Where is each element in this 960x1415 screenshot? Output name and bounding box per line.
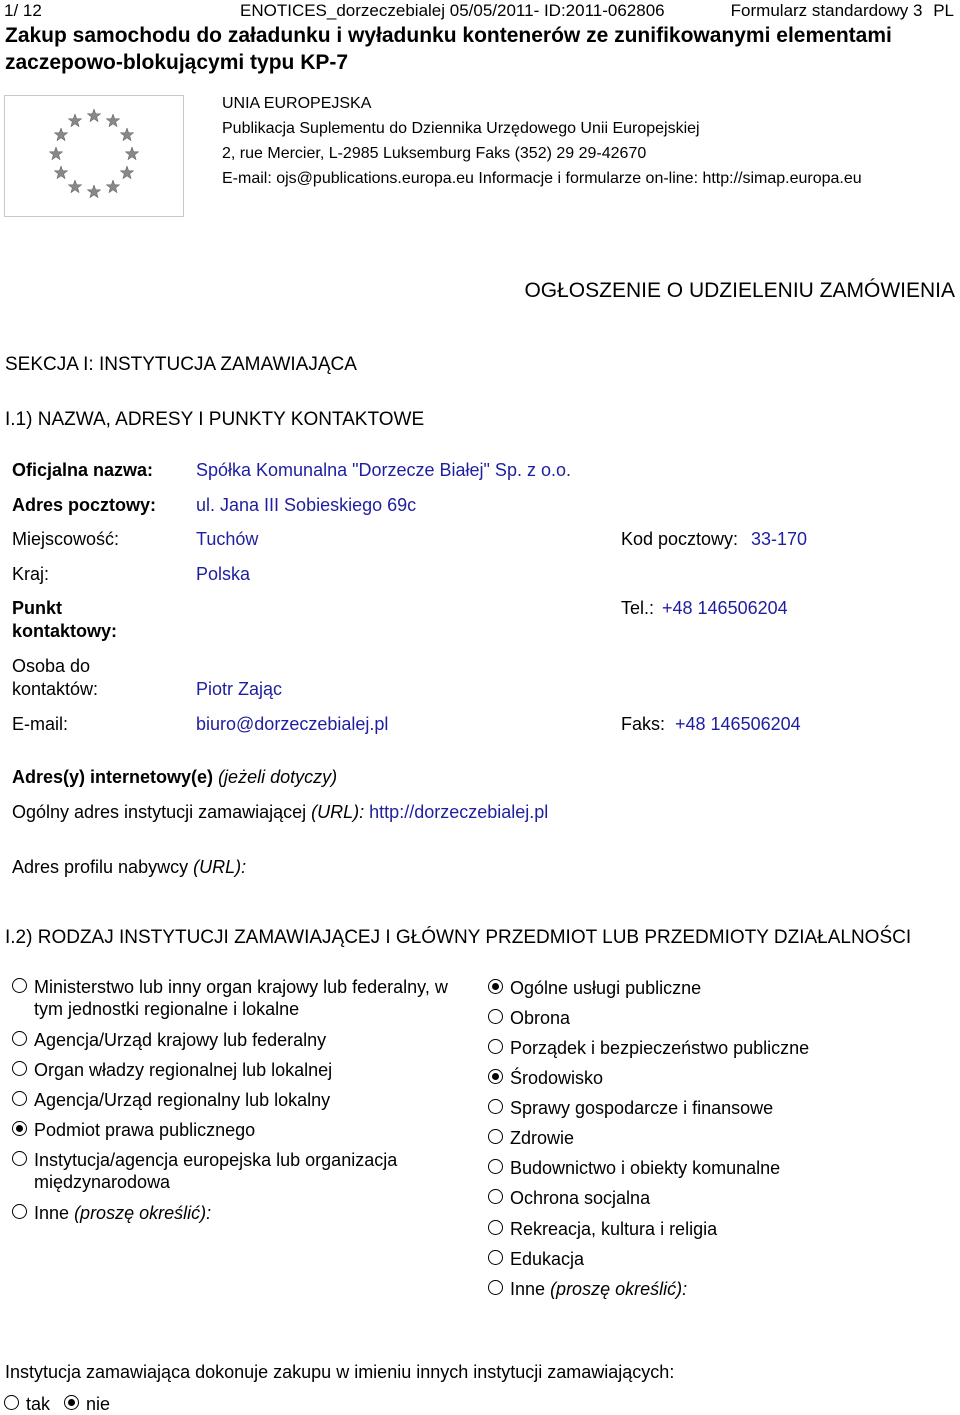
on-behalf-yes-option[interactable]: tak xyxy=(4,1393,64,1415)
radio-icon[interactable] xyxy=(488,1099,503,1114)
contact-person-label-1: Osoba do xyxy=(12,656,91,676)
publisher-publication: Publikacja Suplementu do Dziennika Urzędowego Unii Europejskiej xyxy=(222,120,700,137)
radio-icon[interactable] xyxy=(488,1280,503,1295)
general-url-row: Ogólny adres instytucji zamawiającej (URL): http://dorzeczebialej.pl xyxy=(12,802,549,822)
country-value: Polska xyxy=(196,564,251,584)
authority-type-option-other[interactable]: Inne (proszę określić): xyxy=(12,1202,472,1224)
doc-id: ENOTICES_dorzeczebialej 05/05/2011- ID:2011-062806 xyxy=(240,1,665,20)
publisher-address: 2, rue Mercier, L-2985 Luksemburg Faks (352) 29 29-42670 xyxy=(222,145,647,162)
city-value: Tuchów xyxy=(196,529,259,549)
radio-icon[interactable] xyxy=(12,978,27,993)
activity-option[interactable]: Obrona xyxy=(488,1007,948,1029)
tel-label: Tel.: xyxy=(621,598,655,618)
radio-icon[interactable] xyxy=(12,1151,27,1166)
section-1-1-title: I.1) NAZWA, ADRESY I PUNKTY KONTAKTOWE xyxy=(5,409,425,430)
activity-option[interactable]: Budownictwo i obiekty komunalne xyxy=(488,1157,948,1179)
authority-type-option[interactable]: Podmiot prawa publicznego xyxy=(12,1119,472,1141)
authority-type-option[interactable]: Agencja/Urząd krajowy lub federalny xyxy=(12,1029,472,1051)
postcode-label: Kod pocztowy: xyxy=(621,529,739,549)
activity-option-other[interactable]: Inne (proszę określić): xyxy=(488,1278,948,1300)
activity-option[interactable]: Ochrona socjalna xyxy=(488,1187,948,1209)
activity-option[interactable]: Rekreacja, kultura i religia xyxy=(488,1218,948,1240)
radio-icon[interactable] xyxy=(12,1031,27,1046)
activity-option[interactable]: Edukacja xyxy=(488,1248,948,1270)
authority-type-option[interactable]: Instytucja/agencja europejska lub organizacja międzynarodowa xyxy=(12,1149,462,1193)
fax-value: +48 146506204 xyxy=(675,714,801,734)
contact-point-label-1: Punkt xyxy=(12,598,63,618)
document-title: Zakup samochodu do załadunku i wyładunku kontenerów ze zunifikowanymi elementami zaczepowo-blokującymi typu KP-7 xyxy=(5,24,892,74)
section-1-2-title: I.2) RODZAJ INSTYTUCJI ZAMAWIAJĄCEJ I GŁÓWNY PRZEDMIOT LUB PRZEDMIOTY DZIAŁALNOŚCI xyxy=(5,927,912,948)
radio-checked-icon[interactable] xyxy=(64,1395,79,1410)
general-url-link[interactable]: http://dorzeczebialej.pl xyxy=(369,802,549,822)
official-name-label: Oficjalna nazwa: xyxy=(12,460,154,480)
radio-icon[interactable] xyxy=(488,1189,503,1204)
contact-person-label-2: kontaktów: xyxy=(12,679,99,699)
city-label: Miejscowość: xyxy=(12,529,120,549)
tel-value: +48 146506204 xyxy=(662,598,788,618)
fax-label: Faks: xyxy=(621,714,666,734)
radio-checked-icon[interactable] xyxy=(488,979,503,994)
radio-icon[interactable] xyxy=(12,1204,27,1219)
activity-option[interactable]: Sprawy gospodarcze i finansowe xyxy=(488,1097,948,1119)
radio-icon[interactable] xyxy=(488,1250,503,1265)
postcode-value: 33-170 xyxy=(751,529,808,549)
page-number: 1/ 12 xyxy=(4,1,42,20)
activity-option[interactable]: Porządek i bezpieczeństwo publiczne xyxy=(488,1037,948,1059)
radio-icon[interactable] xyxy=(488,1220,503,1235)
radio-icon[interactable] xyxy=(488,1159,503,1174)
official-name-value: Spółka Komunalna "Dorzecze Białej" Sp. z o.o. xyxy=(196,460,571,480)
radio-icon[interactable] xyxy=(4,1395,19,1410)
radio-icon[interactable] xyxy=(12,1061,27,1076)
email-label: E-mail: xyxy=(12,714,69,734)
country-label: Kraj: xyxy=(12,564,50,584)
form-type: Formularz standardowy 3 PL xyxy=(730,1,954,20)
activity-option[interactable]: Środowisko xyxy=(488,1067,948,1089)
notice-title: OGŁOSZENIE O UDZIELENIU ZAMÓWIENIA xyxy=(524,279,955,302)
postal-address-value: ul. Jana III Sobieskiego 69c xyxy=(196,495,417,515)
activity-option[interactable]: Zdrowie xyxy=(488,1127,948,1149)
eu-stars-icon xyxy=(5,96,183,216)
postal-address-label: Adres pocztowy: xyxy=(12,495,157,515)
publisher-contact: E-mail: ojs@publications.europa.eu Informacje i formularze on-line: http://simap.europa.eu xyxy=(222,170,862,187)
on-behalf-no-option[interactable]: nie xyxy=(64,1393,144,1415)
authority-type-option[interactable]: Ministerstwo lub inny organ krajowy lub federalny, w tym jednostki regionalne i lokalne xyxy=(12,976,472,1020)
eu-flag-logo xyxy=(4,95,184,217)
publisher-name: UNIA EUROPEJSKA xyxy=(222,95,372,112)
radio-icon[interactable] xyxy=(488,1039,503,1054)
authority-type-option[interactable]: Agencja/Urząd regionalny lub lokalny xyxy=(12,1089,472,1111)
on-behalf-question: Instytucja zamawiająca dokonuje zakupu w imieniu innych instytucji zamawiających: xyxy=(5,1362,675,1382)
email-value[interactable]: biuro@dorzeczebialej.pl xyxy=(196,714,389,734)
activity-option[interactable]: Ogólne usługi publiczne xyxy=(488,977,948,999)
authority-type-option[interactable]: Organ władzy regionalnej lub lokalnej xyxy=(12,1059,472,1081)
radio-icon[interactable] xyxy=(488,1129,503,1144)
radio-icon[interactable] xyxy=(488,1009,503,1024)
buyer-profile-row: Adres profilu nabywcy (URL): xyxy=(12,857,247,877)
radio-icon[interactable] xyxy=(12,1091,27,1106)
contact-person-value: Piotr Zając xyxy=(196,679,283,699)
radio-checked-icon[interactable] xyxy=(12,1121,27,1136)
radio-checked-icon[interactable] xyxy=(488,1069,503,1084)
internet-addresses-heading: Adres(y) internetowy(e) (jeżeli dotyczy) xyxy=(12,767,338,787)
section-1-title: SEKCJA I: INSTYTUCJA ZAMAWIAJĄCA xyxy=(5,354,357,375)
contact-point-label-2: kontaktowy: xyxy=(12,621,118,641)
